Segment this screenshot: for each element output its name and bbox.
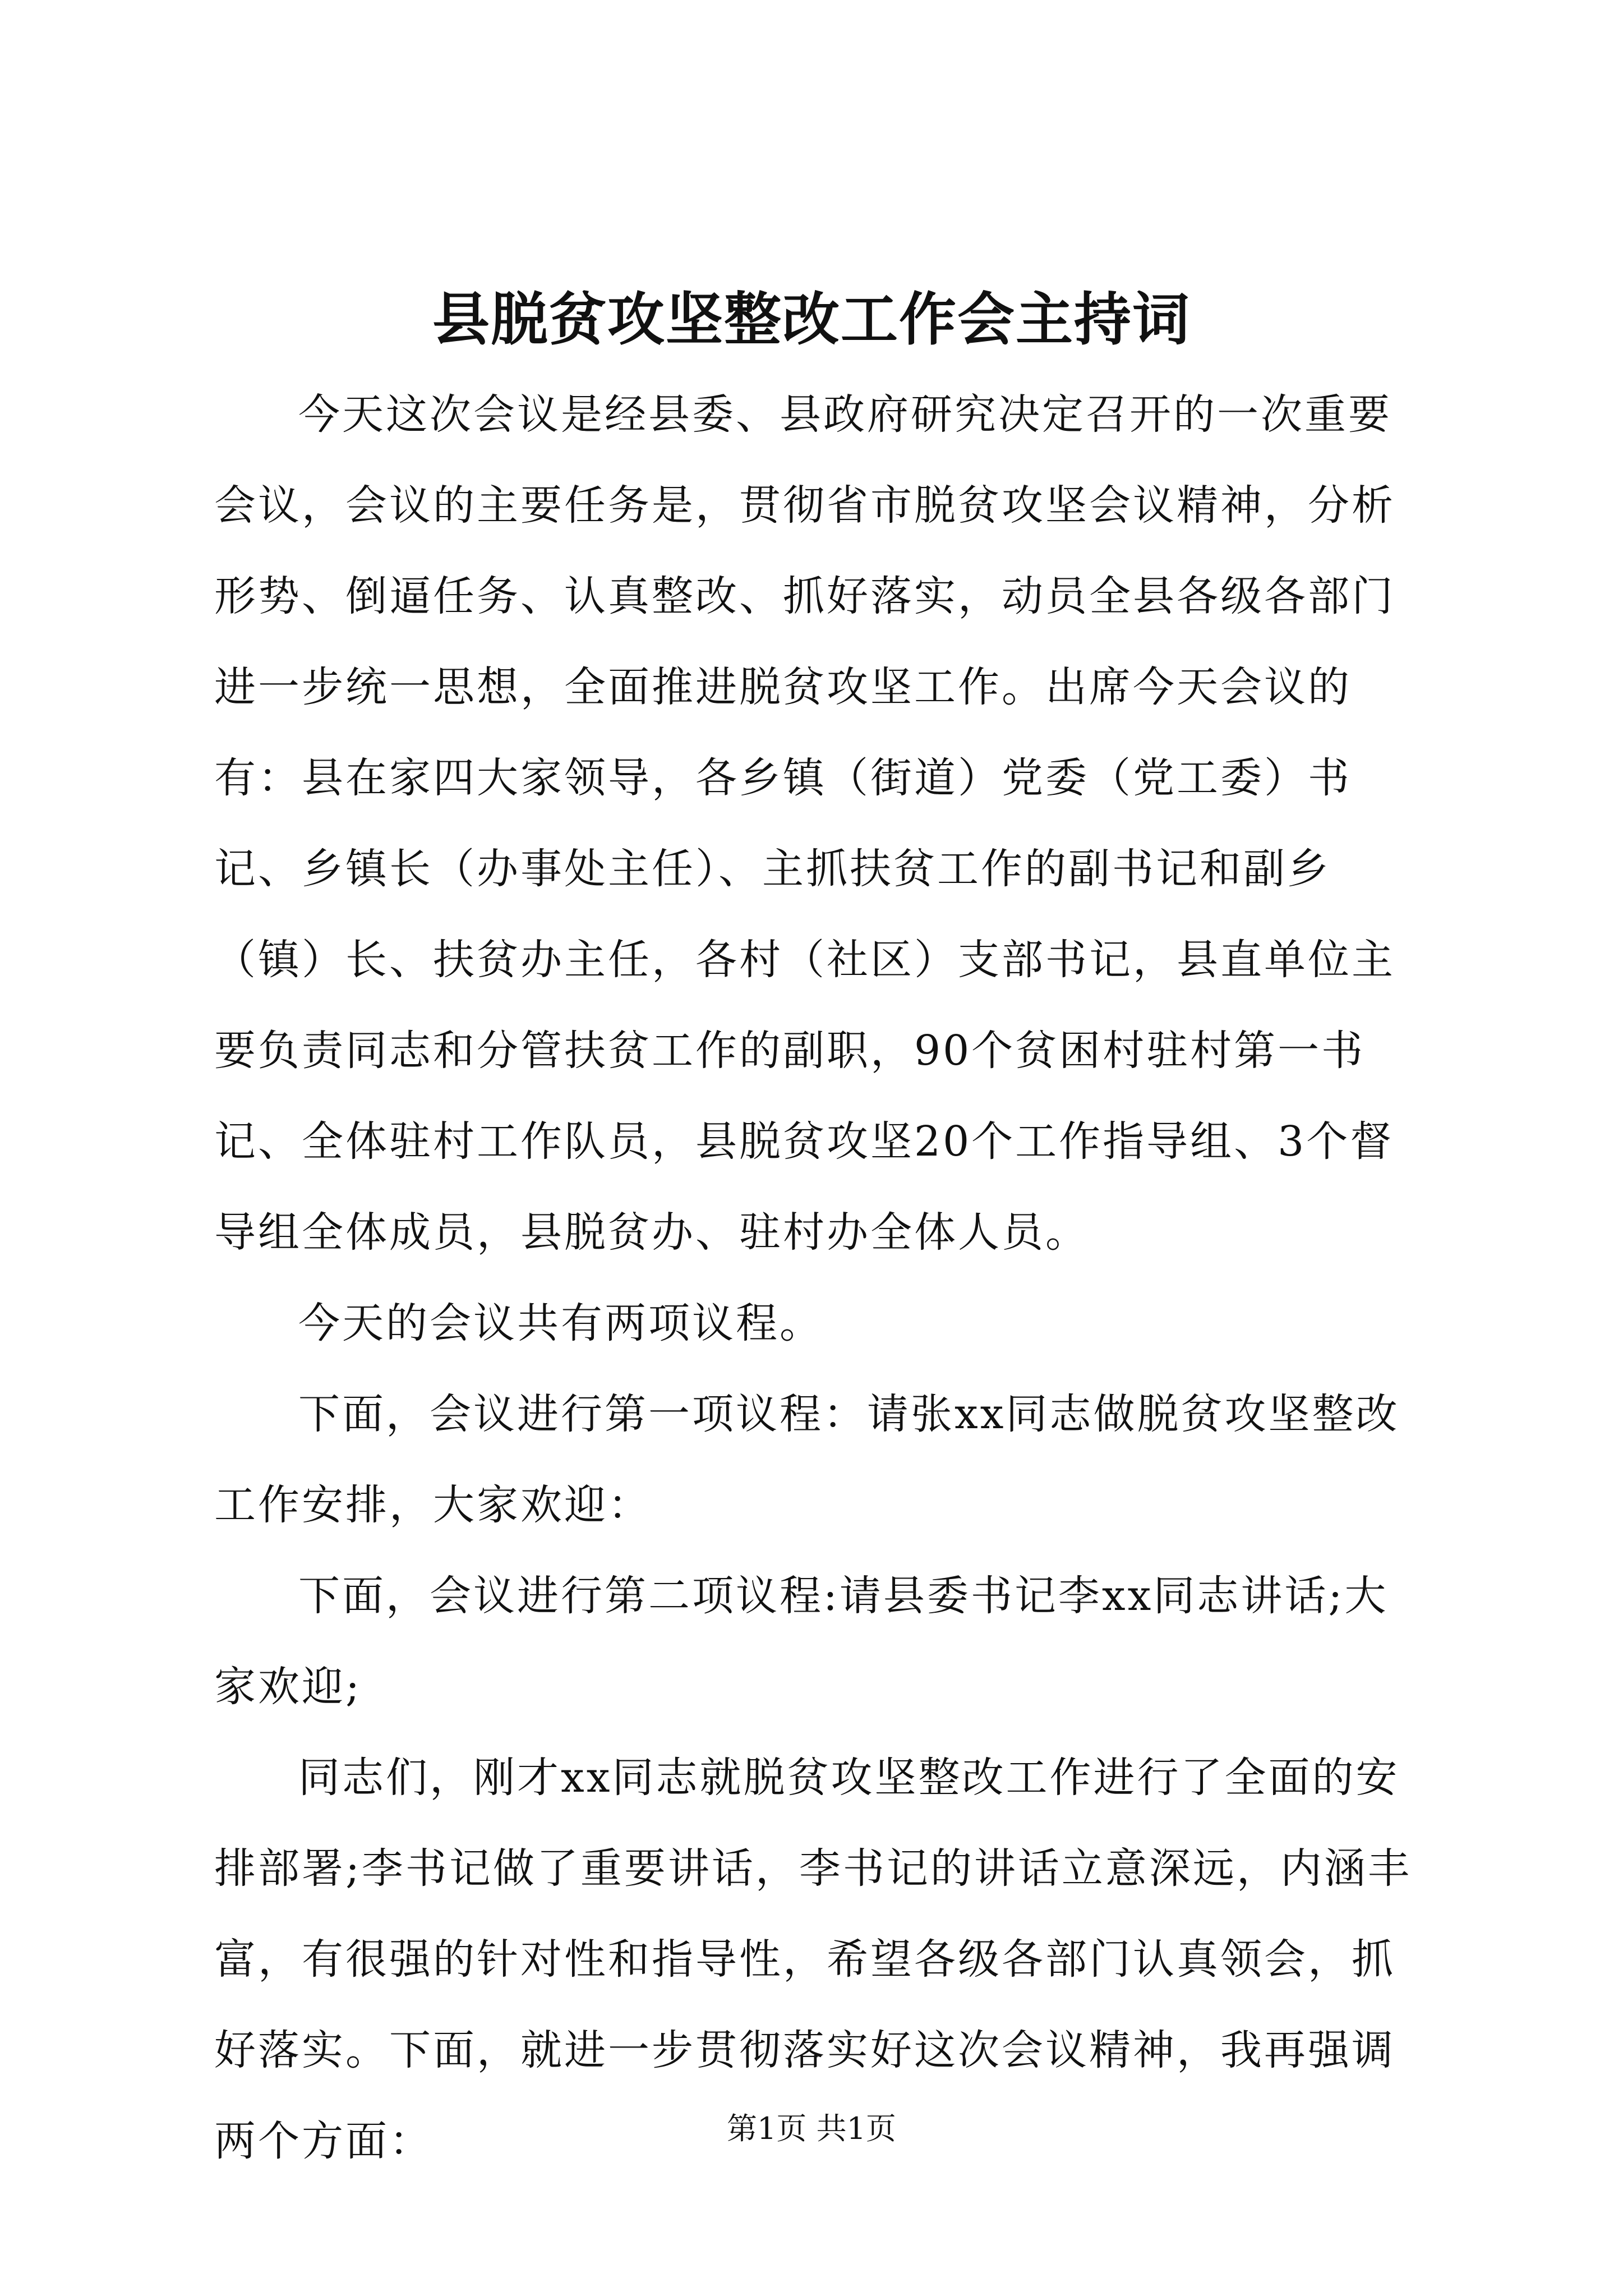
paragraph-2: 今天的会议共有两项议程。 — [298, 1299, 823, 1347]
document-title: 县脱贫攻坚整改工作会主持词 — [432, 286, 1191, 353]
paragraph-3: 下面，会议进行第一项议程：请张xx同志做脱贫攻坚整改工作安排，大家欢迎： — [214, 1390, 1400, 1529]
paragraph-5: 同志们，刚才xx同志就脱贫攻坚整改工作进行了全面的安排部署;李书记做了重要讲话，李书记的讲话立意深远，内涵丰富，有很强的针对性和指导性，希望各级各部门认真领会，抓好落实。下面，就进一步贯彻落实好这次会议精神，我再强调两个方面： — [214, 1754, 1412, 2165]
document-body — [214, 369, 1423, 2187]
paragraph-1: 今天这次会议是经县委、县政府研究决定召开的一次重要会议，会议的主要任务是，贯彻省市脱贫攻坚会议精神，分析形势、倒逼任务、认真整改、抓好落实，动员全县各级各部门进一步统一思想，全面推进脱贫攻坚工作。出席今天会议的有：县在家四大家领导，各乡镇（街道）党委（党工委）书记、乡镇长（办事处主任）、主抓扶贫工作的副书记和副乡（镇）长、扶贫办主任，各村（社区）支部书记，县直单位主要负责同志和分管扶贫工作的副职，90个贫困村驻村第一书记、全体驻村工作队员，县脱贫攻坚20个工作指导组、3个督导组全体成员，县脱贫办、驻村办全体人员。 — [214, 390, 1395, 1257]
page-footer: 第1页 共1页 — [727, 2111, 896, 2146]
paragraph-4: 下面，会议进行第二项议程:请县委书记李xx同志讲话;大家欢迎; — [214, 1572, 1389, 1711]
